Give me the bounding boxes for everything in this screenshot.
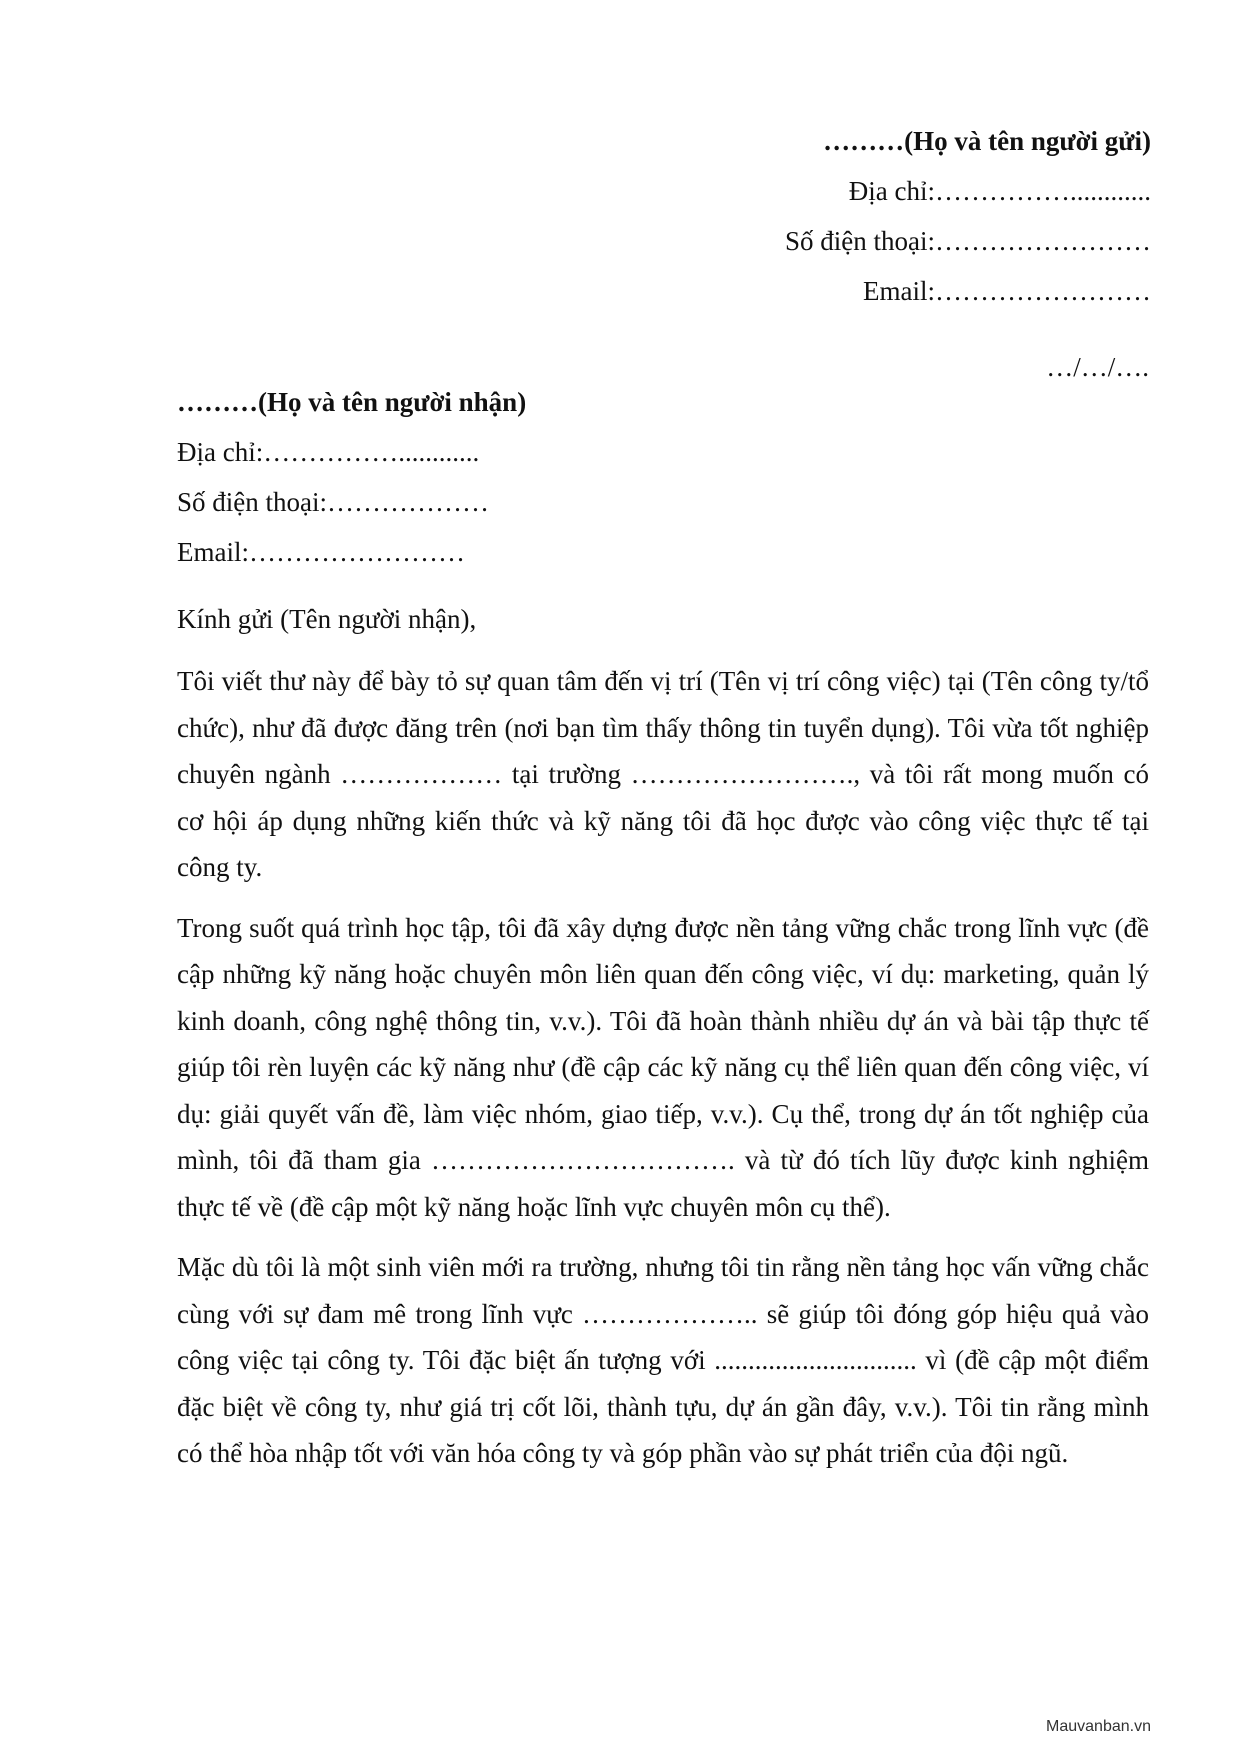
recipient-name: ………(Họ và tên người nhận) [177,387,527,417]
sender-block [785,116,1151,316]
body-paragraph-3: Mặc dù tôi là một sinh viên mới ra trường, nhưng tôi tin rằng nền tảng học vấn vững chắc cùng với sự đam mê trong lĩnh vực ……………….. sẽ giúp tôi đóng góp hiệu quả vào công việc tại công ty. Tôi đặc biệt ấn tượng với .............................. vì (đề cập một điểm đặc biệt về công ty, như giá trị cốt lõi, thành tựu, dự án gần đây, v.v.). Tôi tin rằng mình có thể hòa nhập tốt với văn hóa công ty và góp phần vào sự phát triển của đội ngũ. [177,1252,1149,1468]
watermark-text: Mauvanban.vn [1046,1718,1151,1735]
body-paragraph-1: Tôi viết thư này để bày tỏ sự quan tâm đến vị trí (Tên vị trí công việc) tại (Tên công ty/tổ chức), như đã được đăng trên (nơi bạn tìm thấy thông tin tuyển dụng). Tôi vừa tốt nghiệp chuyên ngành ……………… tại trường ……………………., và tôi rất mong muốn có cơ hội áp dụng những kiến thức và kỹ năng tôi đã học được vào công việc thực tế tại công ty. [177,666,1149,882]
recipient-email: Email:…………………… [177,537,465,567]
recipient-phone: Số điện thoại:……………… [177,487,489,517]
greeting: Kính gửi (Tên người nhận), [177,604,477,634]
sender-phone: Số điện thoại:…………………… [785,226,1151,256]
recipient-block [177,377,526,577]
letter-body [177,658,1149,1491]
sender-email: Email:…………………… [863,276,1151,306]
recipient-address: Địa chỉ:……………............ [177,437,480,467]
body-paragraph-2: Trong suốt quá trình học tập, tôi đã xây dựng được nền tảng vững chắc trong lĩnh vực (đề cập những kỹ năng hoặc chuyên môn liên quan đến công việc, ví dụ: marketing, quản lý kinh doanh, công nghệ thông tin, v.v.). Tôi đã hoàn thành nhiều dự án và bài tập thực tế giúp tôi rèn luyện các kỹ năng như (đề cập các kỹ năng cụ thể liên quan đến công việc, ví dụ: giải quyết vấn đề, làm việc nhóm, giao tiếp, v.v.). Cụ thể, trong dự án tốt nghiệp của mình, tôi đã tham gia ……………………………. và từ đó tích lũy được kinh nghiệm thực tế về (đề cập một kỹ năng hoặc lĩnh vực chuyên môn cụ thể). [177,912,1149,1222]
sender-name: ………(Họ và tên người gửi) [823,126,1151,156]
sender-address: Địa chỉ:……………............ [848,176,1151,206]
letter-date: …/…/…. [1046,352,1149,382]
